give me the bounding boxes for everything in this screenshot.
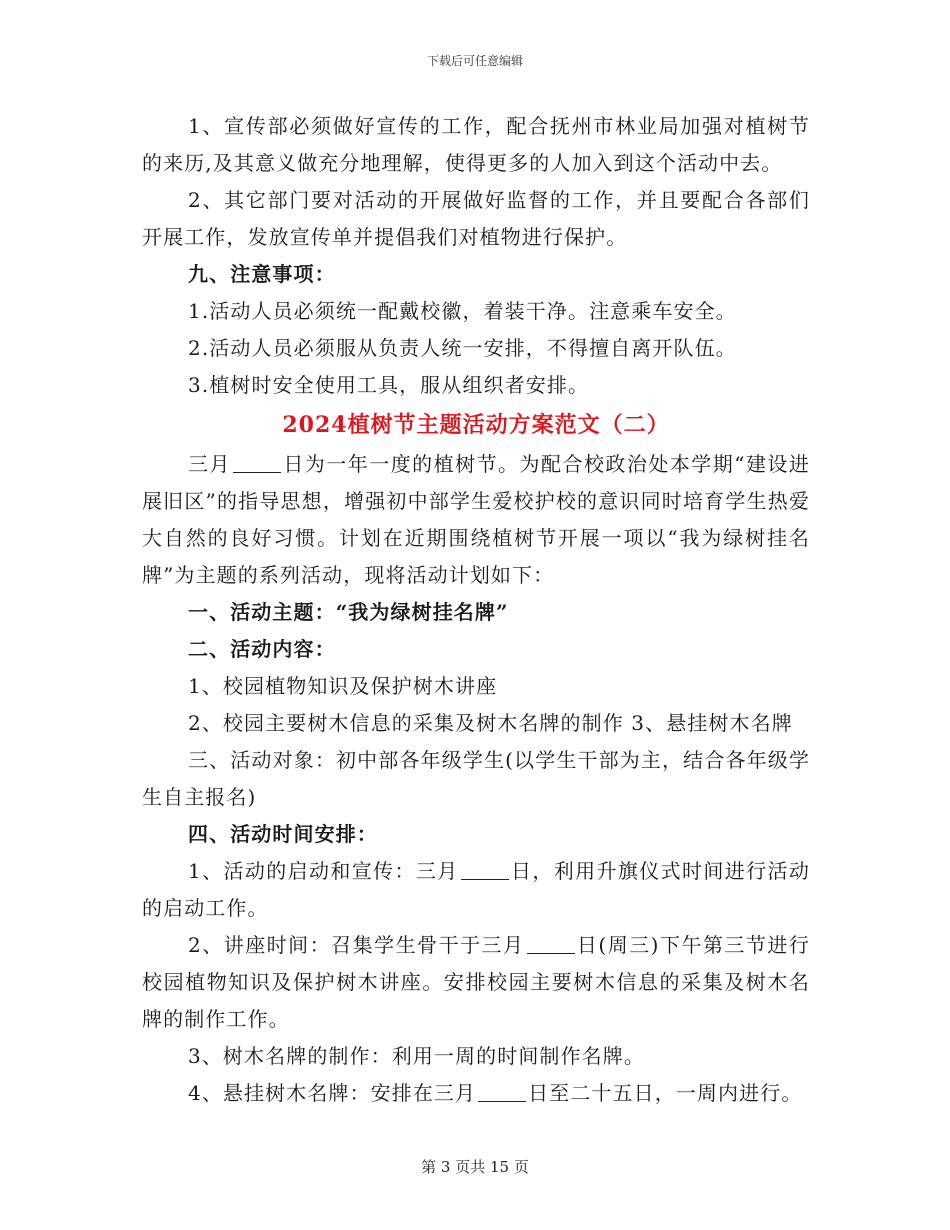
document-title: 2024植树节主题活动方案范文（二） xyxy=(282,412,670,438)
section-heading-content: 二、活动内容： xyxy=(188,637,336,661)
section-heading-theme: 一、活动主题：“我为绿树挂名牌” xyxy=(188,600,509,624)
page-header: 下载后可任意编辑 xyxy=(426,54,523,68)
intro-text: 日为一年一度的植树节。为配合校政治处本学期“建设进展旧区”的指导思想，增强初中部学生爱校护校的意识同时培育学生热爱大自然的良好习惯。计划在近期围绕植树节开展一项以“我为绿树挂名牌”为主题的系列活动，现将活动计划如下： xyxy=(142,452,810,587)
content-item-2: 2、校园主要树木信息的采集及树木名牌的制作 3、悬挂树木名牌 xyxy=(188,711,793,735)
schedule-item-2-text: 日(周三)下午第三节进行校园植物知识及保护树木讲座。安排校园主要树木信息的采集及树木名牌的制作工作。 xyxy=(142,933,810,1031)
date-blank xyxy=(461,859,509,880)
schedule-item-1 xyxy=(142,853,810,927)
section-heading-notes: 九、注意事项： xyxy=(188,262,336,286)
schedule-item-4-prefix: 4、悬挂树木名牌：安排在三月 xyxy=(188,1081,477,1105)
page-footer: 第 3 页共 15 页 xyxy=(421,1158,529,1176)
section-heading-schedule: 四、活动时间安排： xyxy=(188,822,378,846)
schedule-item-2 xyxy=(142,927,810,1038)
schedule-item-1-text: 日，利用升旗仪式时间进行活动的启动工作。 xyxy=(142,859,810,920)
schedule-item-2-prefix: 2、讲座时间：召集学生骨干于三月 xyxy=(188,933,525,957)
date-blank xyxy=(478,1081,526,1102)
note-item-1: 1.活动人员必须统一配戴校徽，着装干净。注意乘车安全。 xyxy=(188,299,737,323)
note-item-3: 3.植树时安全使用工具，服从组织者安排。 xyxy=(188,373,590,397)
paragraph-other-departments: 2、其它部门要对活动的开展做好监督的工作，并且要配合各部们开展工作，发放宣传单并提倡我们对植物进行保护。 xyxy=(142,188,810,249)
schedule-item-1-prefix: 1、活动的启动和宣传：三月 xyxy=(188,859,459,883)
schedule-item-3: 3、树木名牌的制作：利用一周的时间制作名牌。 xyxy=(188,1044,645,1068)
note-item-2: 2.活动人员必须服从负责人统一安排，不得擅自离开队伍。 xyxy=(188,336,737,360)
content-item-1: 1、校园植物知识及保护树木讲座 xyxy=(188,674,498,698)
paragraph-publicity: 1、宣传部必须做好宣传的工作，配合抚州市林业局加强对植树节的来历,及其意义做充分地理解，使得更多的人加入到这个活动中去。 xyxy=(142,114,810,175)
document-body xyxy=(142,108,810,1112)
section-target: 三、活动对象：初中部各年级学生(以学生干部为主，结合各年级学生自主报名) xyxy=(142,748,810,809)
date-blank xyxy=(233,452,281,473)
paragraph-intro xyxy=(142,446,810,594)
schedule-item-4 xyxy=(142,1075,810,1112)
schedule-item-4-text: 日至二十五日，一周内进行。 xyxy=(528,1081,803,1105)
date-blank xyxy=(527,933,575,954)
intro-prefix: 三月 xyxy=(188,452,231,476)
